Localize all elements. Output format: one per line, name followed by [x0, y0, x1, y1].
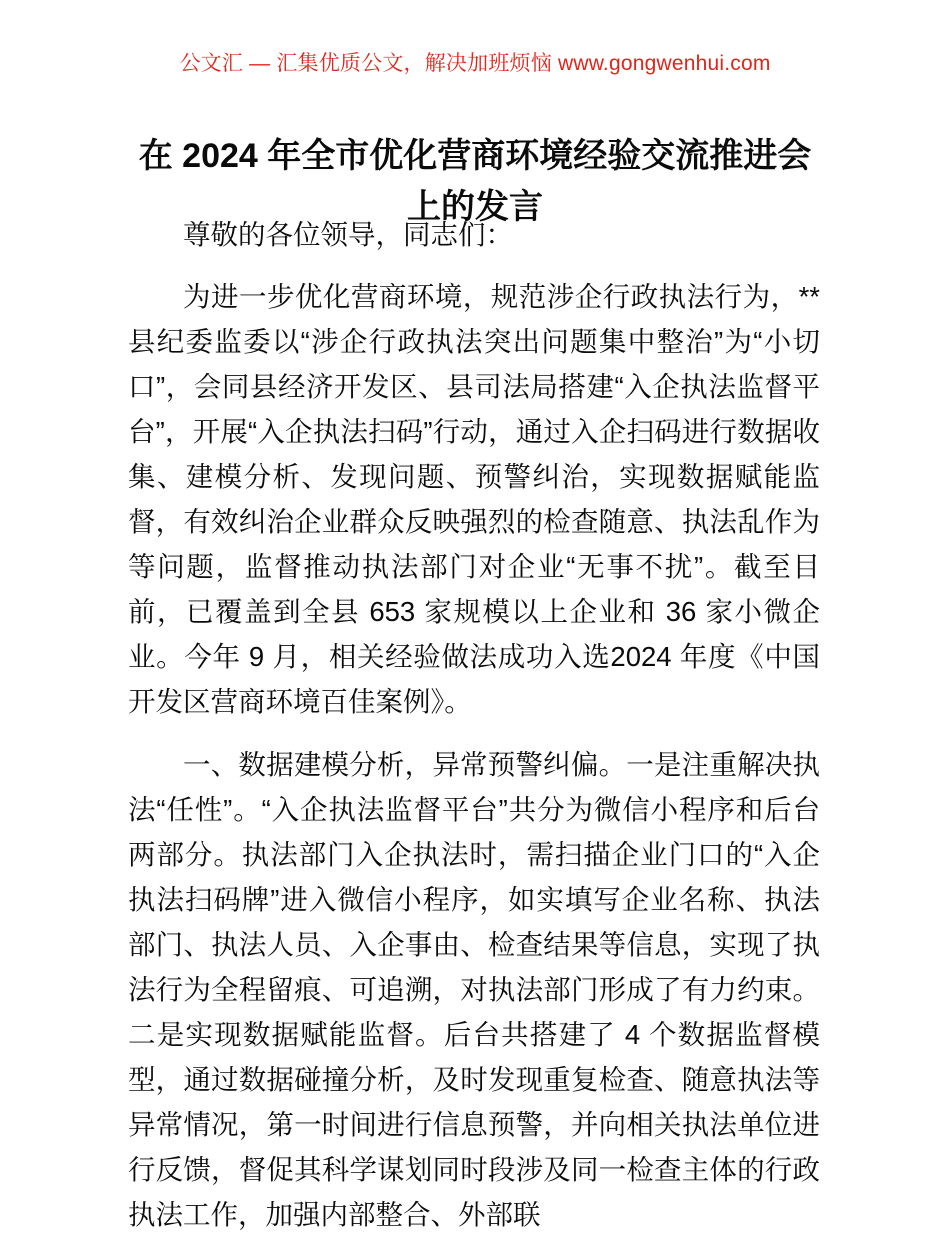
page-title: 在 2024 年全市优化营商环境经验交流推进会上的发言 — [138, 136, 812, 226]
paragraph-section-one: 一、数据建模分析，异常预警纠偏。一是注重解决执法“任性”。“入企执法监督平台”共分为微信小程序和后台两部分。执法部门入企执法时，需扫描企业门口的“入企执法扫码牌”进入微信小程序，如实填写企业名称、执法部门、执法人员、入企事由、检查结果等信息，实现了执法行为全程留痕、可追溯，对执法部门形成了有力约束。二是实现数据赋能监督。后台共搭建了 4 个数据监督模型，通过数据碰撞分析，及时发现重复检查、随意执法等异常情况，第一时间进行信息预警，并向相关执法单位进行反馈，督促其科学谋划同时段涉及同一检查主体的行政执法工作，加强内部整合、外部联 — [128, 749, 820, 1230]
document-body — [128, 212, 820, 1237]
paragraph-opening: 为进一步优化营商环境，规范涉企行政执法行为，**县纪委监委以“涉企行政执法突出问题集中整治”为“小切口”，会同县经济开发区、县司法局搭建“入企执法监督平台”，开展“入企执法扫码”行动，通过入企扫码进行数据收集、建模分析、发现问题、预警纠治，实现数据赋能监督，有效纠治企业群众反映强烈的检查随意、执法乱作为等问题，监督推动执法部门对企业“无事不扰”。截至目前，已覆盖到全县 653 家规模以上企业和 36 家小微企业。今年 9 月，相关经验做法成功入选2024 年度《中国开发区营商环境百佳案例》。 — [128, 281, 820, 717]
promo-banner — [0, 50, 950, 78]
paragraph-salutation: 尊敬的各位领导，同志们： — [183, 219, 513, 250]
promo-banner-text: 公文汇 — 汇集优质公文，解决加班烦恼 — [179, 52, 558, 75]
promo-banner-url: www.gongwenhui.com — [557, 52, 771, 75]
